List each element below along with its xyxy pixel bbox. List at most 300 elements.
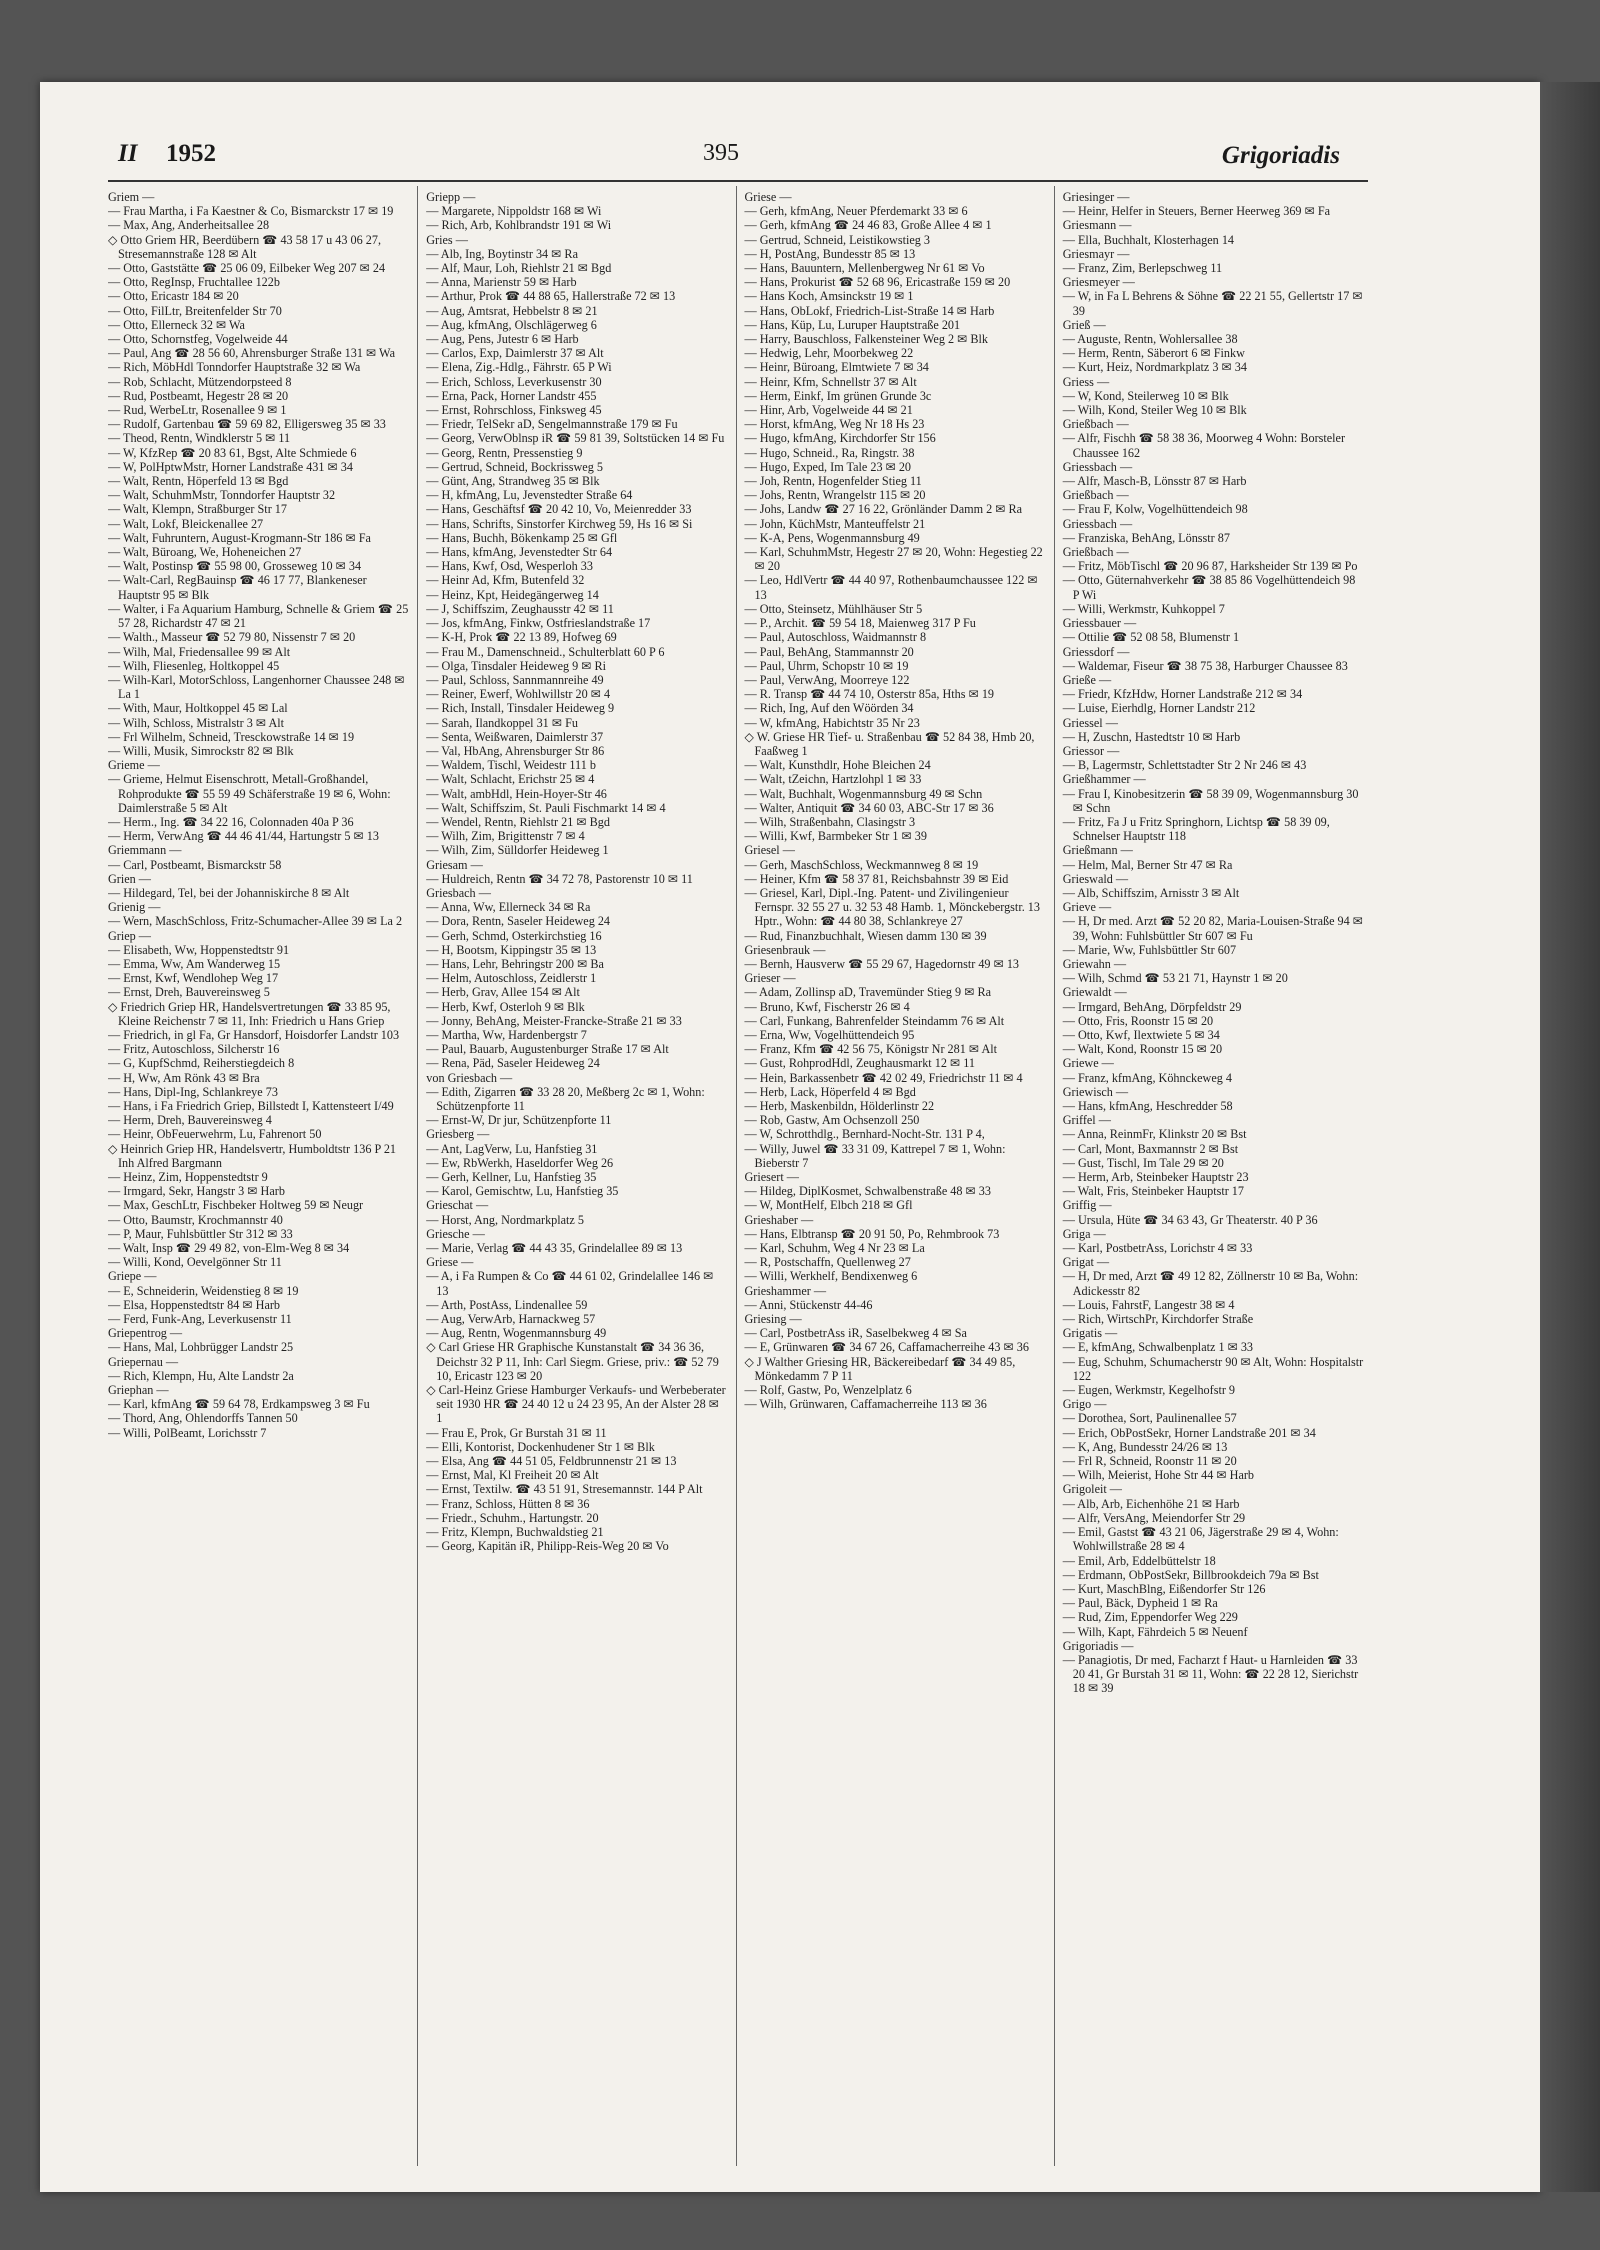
directory-entry: — Wilh-Karl, MotorSchloss, Langenhorner Chaussee 248 ✉ La 1	[108, 672, 405, 702]
directory-entry: ◇ Otto Griem HR, Beerdübern ☎ 43 58 17 u 43 06 27, Stresemannstraße 128 ✉ Alt	[108, 232, 382, 261]
directory-entry: — Franz, Schloss, Hütten 8 ✉ 36	[426, 1496, 590, 1511]
directory-entry: — Herm, Einkf, Im grünen Grunde 3c	[744, 388, 932, 403]
directory-entry: — Elsa, Hoppenstedtstr 84 ✉ Harb	[108, 1297, 281, 1312]
directory-entry: — Georg, Kapitän iR, Philipp-Reis-Weg 20 ✉ Vo	[426, 1539, 669, 1554]
header-rule	[108, 180, 1368, 182]
directory-entry: — Walt, Fuhruntern, August-Krogmann-Str 186 ✉ Fa	[108, 530, 371, 545]
directory-entry: — Waldem, Tischl, Weidestr 111 b	[426, 758, 596, 773]
directory-entry: — Herb, Kwf, Osterloh 9 ✉ Blk	[426, 999, 585, 1014]
directory-entry: — Horst, Ang, Nordmarkplatz 5	[426, 1212, 584, 1227]
directory-entry: — Gerh, kfmAng, Neuer Pferdemarkt 33 ✉ 6	[744, 204, 968, 219]
directory-entry: — Gerh, kfmAng ☎ 24 46 83, Große Allee 4 ✉ 1	[744, 218, 992, 233]
directory-entry: — Paul, Autoschloss, Waidmannstr 8	[744, 630, 927, 645]
directory-entry: — Rob, Gastw, Am Ochsenzoll 250	[744, 1113, 920, 1128]
directory-entry: — Rud, Finanzbuchhalt, Wiesen damm 130 ✉ 39	[744, 928, 987, 943]
directory-entry: Griemmann —	[108, 843, 182, 858]
directory-entry: — Heinr, ObFeuerwehrm, Lu, Fahrenort 50	[108, 1127, 322, 1142]
directory-entry: — W, kfmAng, Habichtstr 35 Nr 23	[744, 715, 920, 730]
volume-label: II	[118, 140, 138, 167]
directory-entry: — Waldemar, Fiseur ☎ 38 75 38, Harburger Chaussee 83	[1062, 658, 1348, 673]
directory-entry: — Ernst, Textilw. ☎ 43 51 91, Stresemannstr. 144 P Alt	[426, 1482, 703, 1497]
directory-entry: Griesam —	[426, 857, 483, 872]
directory-entry: — Willi, Musik, Simrockstr 82 ✉ Blk	[108, 743, 294, 758]
directory-entry: — W, in Fa L Behrens & Söhne ☎ 22 21 55, Gellertstr 17 ✉ 39	[1062, 289, 1363, 318]
directory-entry: — J, Schiffszim, Zeughausstr 42 ✉ 11	[426, 601, 614, 616]
directory-entry: Griesche —	[426, 1226, 485, 1241]
directory-entry: Grießbach —	[1062, 545, 1129, 560]
directory-entry: — Hugo, kfmAng, Kirchdorfer Str 156	[744, 431, 936, 446]
directory-entry: — Val, HbAng, Ahrensburger Str 86	[426, 743, 605, 758]
directory-entry: Grießbach —	[1062, 488, 1129, 503]
directory-entry: Griep —	[108, 928, 151, 943]
directory-entry: — Erna, Ww, Vogelhüttendeich 95	[744, 1027, 915, 1042]
directory-entry: — Wilh, Straßenbahn, Clasingstr 3	[744, 814, 916, 829]
directory-entry: — Jos, kfmAng, Finkw, Ostfrieslandstraße 17	[426, 616, 651, 631]
directory-entry: — Rolf, Gastw, Po, Wenzelplatz 6	[744, 1383, 912, 1398]
directory-entry: — E, Grünwaren ☎ 34 67 26, Caffamacherreihe 43 ✉ 36	[744, 1340, 1029, 1355]
directory-entry: — Theod, Rentn, Windklerstr 5 ✉ 11	[108, 431, 291, 446]
directory-entry: — Kurt, Heiz, Nordmarkplatz 3 ✉ 34	[1062, 360, 1247, 375]
directory-entry: — Herb, Grav, Allee 154 ✉ Alt	[426, 985, 580, 1000]
directory-entry: — Hans, Küp, Lu, Luruper Hauptstraße 201	[744, 317, 961, 332]
directory-entry: Grieve —	[1062, 900, 1112, 915]
directory-entry: Griesmann —	[1062, 218, 1132, 233]
directory-entry: — Hans, Buchh, Bökenkamp 25 ✉ Gfl	[426, 530, 618, 545]
directory-entry: — Paul, Ang ☎ 28 56 60, Ahrensburger Straße 131 ✉ Wa	[108, 346, 395, 361]
directory-entry: — Anni, Stückenstr 44-46	[744, 1297, 873, 1312]
directory-entry: — Rich, Arb, Kohlbrandstr 191 ✉ Wi	[426, 218, 612, 233]
directory-entry: — Alb, Ing, Boytinstr 34 ✉ Ra	[426, 246, 578, 261]
directory-entry: — Grieme, Helmut Eisenschrott, Metall-Großhandel, Rohprodukte ☎ 55 59 49 Schäferstraße 19 ✉ 6, Wohn: Daimlerstraße 5 ✉ Alt	[108, 772, 391, 815]
directory-entry: Griesel —	[744, 843, 795, 858]
directory-entry: — Wilh, Zim, Brigittenstr 7 ✉ 4	[426, 829, 585, 844]
directory-entry: — Frau E, Prok, Gr Burstah 31 ✉ 11	[426, 1425, 607, 1440]
directory-entry: — Willy, Juwel ☎ 33 31 09, Kattrepel 7 ✉ 1, Wohn: Bieberstr 7	[744, 1141, 1006, 1170]
directory-entry: Griesert —	[744, 1170, 799, 1185]
directory-entry: Grigo —	[1062, 1397, 1107, 1412]
directory-entry: — Hans, kfmAng, Jevenstedter Str 64	[426, 545, 613, 560]
directory-entry: — Georg, Rentn, Pressenstieg 9	[426, 445, 583, 460]
directory-entry: — Wilh, Schmd ☎ 53 21 71, Haynstr 1 ✉ 20	[1062, 971, 1288, 986]
directory-entry: — Rich, Ing, Auf den Wöörden 34	[744, 701, 914, 716]
directory-entry: Griesing —	[744, 1312, 802, 1327]
directory-entry: Griewe —	[1062, 1056, 1114, 1071]
directory-entry: — Walt, Kunsthdlr, Hohe Bleichen 24	[744, 758, 931, 773]
directory-entry: Grießmann —	[1062, 843, 1133, 858]
directory-entry: — Paul, Schloss, Sannmannreihe 49	[426, 672, 604, 687]
directory-entry: — Luise, Eierhdlg, Horner Landstr 212	[1062, 701, 1256, 716]
directory-entry: — Hans, Dipl-Ing, Schlankreye 73	[108, 1084, 278, 1099]
directory-entry: — Carl, Funkang, Bahrenfelder Steindamm 76 ✉ Alt	[744, 1013, 1005, 1028]
directory-entry: — Elisabeth, Ww, Hoppenstedtstr 91	[108, 942, 290, 957]
directory-entry: — W, MontHelf, Elbch 218 ✉ Gfl	[744, 1198, 913, 1213]
directory-entry: — Franziska, BehAng, Lönsstr 87	[1062, 530, 1230, 545]
directory-entry: — Fritz, Klempn, Buchwaldstieg 21	[426, 1525, 604, 1540]
directory-entry: — Elena, Zig.-Hdlg., Fährstr. 65 P Wi	[426, 360, 612, 375]
directory-entry: — Thord, Ang, Ohlendorffs Tannen 50	[108, 1411, 298, 1426]
directory-entry: — Wilh, Mal, Friedensallee 99 ✉ Alt	[108, 644, 291, 659]
directory-entry: — Horst, kfmAng, Weg Nr 18 Hs 23	[744, 417, 925, 432]
directory-entry: — Otto, Kwf, Ilextwiete 5 ✉ 34	[1062, 1027, 1220, 1042]
directory-entry: — Anna, ReinmFr, Klinkstr 20 ✉ Bst	[1062, 1127, 1247, 1142]
directory-entry: — Friedr., Schuhm., Hartungstr. 20	[426, 1510, 599, 1525]
directory-entry: — Hans, Kwf, Osd, Wesperloh 33	[426, 559, 593, 574]
directory-entry: — Aug, Rentn, Wogenmannsburg 49	[426, 1326, 607, 1341]
directory-entry: — Edith, Zigarren ☎ 33 28 20, Meßberg 2c ✉ 1, Wohn: Schützenpforte 11	[426, 1084, 705, 1113]
directory-entry: — Helm, Autoschloss, Zeidlerstr 1	[426, 971, 597, 986]
directory-entry: — B, Lagermstr, Schlettstadter Str 2 Nr 246 ✉ 43	[1062, 758, 1307, 773]
directory-entry: — Ottilie ☎ 52 08 58, Blumenstr 1	[1062, 630, 1240, 645]
directory-entry: Grieshammer —	[744, 1283, 827, 1298]
directory-entry: — Franz, Zim, Berlepschweg 11	[1062, 261, 1223, 276]
directory-entry: — Griesel, Karl, Dipl.-Ing. Patent- und Zivilingenieur Fernspr. 32 55 27 u. 32 53 48 Hamb. 1, Mönckebergstr. 13 Hptr., Wohn: ☎ 44 80 38, Schlankreye 27	[744, 885, 1040, 929]
directory-entry: — Carl, Mont, Baxmannstr 2 ✉ Bst	[1062, 1141, 1239, 1156]
directory-entry: — Arth, PostAss, Lindenallee 59	[426, 1297, 588, 1312]
directory-entry: — Margarete, Nippoldstr 168 ✉ Wi	[426, 204, 602, 219]
directory-entry: — Walt, Büroang, We, Hoheneichen 27	[108, 545, 302, 560]
directory-entry: — Hedwig, Lehr, Moorbekweg 22	[744, 346, 914, 361]
directory-entry: — Jonny, BehAng, Meister-Francke-Straße 21 ✉ 33	[426, 1013, 682, 1028]
directory-entry: von Griesbach —	[426, 1070, 513, 1085]
directory-entry: — Harry, Bauschloss, Falkensteiner Weg 2 ✉ Blk	[744, 332, 988, 347]
directory-entry: — Max, GeschLtr, Fischbeker Holtweg 59 ✉ Neugr	[108, 1198, 364, 1213]
directory-entry: — Karl, SchuhmMstr, Hegestr 27 ✉ 20, Wohn: Hegestieg 22 ✉ 20	[744, 545, 1043, 574]
directory-entry: — Frau I, Kinobesitzerin ☎ 58 39 09, Wogenmannsburg 30 ✉ Schn	[1062, 786, 1359, 815]
directory-entry: — Wilh, Kapt, Fährdeich 5 ✉ Neuenf	[1062, 1624, 1248, 1639]
directory-entry: — R. Transp ☎ 44 74 10, Osterstr 85a, Hths ✉ 19	[744, 687, 995, 702]
directory-entry: Grigoleit —	[1062, 1482, 1122, 1497]
directory-entry: — Hugo, Exped, Im Tale 23 ✉ 20	[744, 459, 912, 474]
directory-entry: — Otto, RegInsp, Fruchtallee 122b	[108, 275, 280, 290]
directory-entry: — Heinr, Kfm, Schnellstr 37 ✉ Alt	[744, 374, 917, 389]
directory-entry: — W, KfzRep ☎ 20 83 61, Bgst, Alte Schmiede 6	[108, 445, 357, 460]
directory-entry: — Louis, FahrstF, Langestr 38 ✉ 4	[1062, 1297, 1235, 1312]
directory-entry: — Gerh, Schmd, Osterkirchstieg 16	[426, 928, 602, 943]
directory-entry: — Frau Martha, i Fa Kaestner & Co, Bismarckstr 17 ✉ 19	[108, 204, 394, 219]
directory-entry: — Helm, Mal, Berner Str 47 ✉ Ra	[1062, 857, 1233, 872]
directory-entry: — Franz, Kfm ☎ 42 56 75, Königstr Nr 281 ✉ Alt	[744, 1042, 998, 1057]
directory-entry: — Heinr, Büroang, Elmtwiete 7 ✉ 34	[744, 360, 929, 375]
directory-entry: — Reiner, Ewerf, Wohlwillstr 20 ✉ 4	[426, 687, 611, 702]
directory-entry: — Walt, Postinsp ☎ 55 98 00, Grosseweg 10 ✉ 34	[108, 559, 362, 574]
directory-entry: Griessel —	[1062, 715, 1118, 730]
directory-entry: — W, PolHptwMstr, Horner Landstraße 431 ✉ 34	[108, 459, 353, 474]
directory-entry: — Paul, BehAng, Stammannstr 20	[744, 644, 914, 659]
directory-entry: — Hein, Barkassenbetr ☎ 42 02 49, Friedrichstr 11 ✉ 4	[744, 1070, 1023, 1085]
directory-entry: — E, Schneiderin, Weidenstieg 8 ✉ 19	[108, 1283, 299, 1298]
directory-entry: — Rud, WerbeLtr, Rosenallee 9 ✉ 1	[108, 403, 287, 418]
directory-entry: — Huldreich, Rentn ☎ 34 72 78, Pastorenstr 10 ✉ 11	[426, 871, 693, 886]
directory-entry: — Bruno, Kwf, Fischerstr 26 ✉ 4	[744, 999, 910, 1014]
directory-entry: — Hildegard, Tel, bei der Johanniskirche 8 ✉ Alt	[108, 885, 350, 900]
directory-entry: — Elsa, Ang ☎ 44 51 05, Feldbrunnenstr 21 ✉ 13	[426, 1454, 677, 1469]
directory-entry: — Emma, Ww, Am Wanderweg 15	[108, 956, 281, 971]
running-head	[78, 140, 1340, 180]
directory-entry: ◇ J Walther Griesing HR, Bäckereibedarf ☎ 34 49 85, Mönkedamm 7 P 11	[744, 1354, 1016, 1383]
directory-entry: ◇ Carl Griese HR Graphische Kunstanstalt ☎ 34 36 36, Deichstr 32 P 11, Inh: Carl Siegm. Griese, priv.: ☎ 52 79 10, Ericastr 123 ✉ 20	[426, 1340, 719, 1383]
directory-entry: — Adam, Zollinsp aD, Travemünder Stieg 9 ✉ Ra	[744, 985, 991, 1000]
directory-entry: — Frl Wilhelm, Schneid, Tresckowstraße 14 ✉ 19	[108, 729, 355, 744]
directory-entry: Griewahn —	[1062, 956, 1127, 971]
directory-entry: — Otto, Schornstfeg, Vogelweide 44	[108, 332, 288, 347]
directory-entry: — Alf, Maur, Loh, Riehlstr 21 ✉ Bgd	[426, 261, 612, 276]
directory-entry: — Willi, Werkhelf, Bendixenweg 6	[744, 1269, 918, 1284]
directory-entry: — Walt, Schlacht, Erichstr 25 ✉ 4	[426, 772, 595, 787]
directory-entry: Grieshaber —	[744, 1212, 814, 1227]
directory-entry: — Irmgard, BehAng, Dörpfeldstr 29	[1062, 999, 1242, 1014]
directory-entry: Griffig —	[1062, 1198, 1112, 1213]
directory-entry: — Marie, Ww, Fuhlsbüttler Str 607	[1062, 942, 1237, 957]
directory-entry: — Karol, Gemischtw, Lu, Hanfstieg 35	[426, 1184, 619, 1199]
directory-entry: — Kurt, MaschBlng, Eißendorfer Str 126	[1062, 1581, 1266, 1596]
directory-entry: — R, Postschaffn, Quellenweg 27	[744, 1255, 911, 1270]
directory-entry: — Dora, Rentn, Saseler Heideweg 24	[426, 914, 611, 929]
directory-entry: — Martha, Ww, Hardenbergstr 7	[426, 1027, 587, 1042]
directory-entry: — Alfr, Fischh ☎ 58 38 36, Moorweg 4 Wohn: Borsteler Chaussee 162	[1062, 431, 1346, 460]
directory-entry: — Rich, MöbHdl Tonndorfer Hauptstraße 32 ✉ Wa	[108, 360, 361, 375]
directory-entry: Grieschat —	[426, 1198, 489, 1213]
directory-entry: — Aug, Amtsrat, Hebbelstr 8 ✉ 21	[426, 303, 598, 318]
directory-entry: — Arthur, Prok ☎ 44 88 65, Hallerstraße 72 ✉ 13	[426, 289, 676, 304]
directory-entry: — Hans, Elbtransp ☎ 20 91 50, Po, Rehmbrook 73	[744, 1226, 1000, 1241]
directory-entry: — Walter, i Fa Aquarium Hamburg, Schnelle & Griem ☎ 25 57 28, Richardstr 47 ✉ 21	[108, 601, 409, 631]
directory-entry: — Otto, Ericastr 184 ✉ 20	[108, 289, 239, 304]
directory-entry: — Herb, Maskenbildn, Hölderlinstr 22	[744, 1099, 935, 1113]
directory-entry: — Herm, VerwAng ☎ 44 46 41/44, Hartungstr 5 ✉ 13	[108, 829, 379, 844]
directory-entry: — Wilh, Meierist, Hohe Str 44 ✉ Harb	[1062, 1468, 1255, 1483]
directory-entry: — Hans, Lehr, Behringstr 200 ✉ Ba	[426, 956, 604, 971]
directory-entry: — K-H, Prok ☎ 22 13 89, Hofweg 69	[426, 630, 617, 645]
directory-entry: — Günt, Ang, Strandweg 35 ✉ Blk	[426, 474, 600, 489]
directory-entry: Grieße —	[1062, 672, 1112, 687]
directory-entry: — Hans, Schrifts, Sinstorfer Kirchweg 59, Hs 16 ✉ Si	[426, 516, 693, 531]
directory-entry: — Willi, Kond, Oevelgönner Str 11	[108, 1255, 282, 1270]
directory-entry: — Walt, Insp ☎ 29 49 82, von-Elm-Weg 8 ✉ 34	[108, 1241, 350, 1256]
directory-entry: — Rich, Install, Tinsdaler Heideweg 9	[426, 701, 615, 716]
directory-entry: — Rud, Zim, Eppendorfer Weg 229	[1062, 1610, 1238, 1625]
directory-entry: — Otto, Fris, Roonstr 15 ✉ 20	[1062, 1013, 1214, 1028]
directory-entry: — Gerh, Kellner, Lu, Hanfstieg 35	[426, 1170, 597, 1185]
directory-entry: — Ernst, Dreh, Bauvereinsweg 5	[108, 985, 270, 1000]
directory-entry: Griewaldt —	[1062, 985, 1127, 1000]
directory-entry: ◇ W. Griese HR Tief- u. Straßenbau ☎ 52 84 38, Hmb 20, Faaßweg 1	[744, 729, 1035, 758]
directory-entry: — Aug, kfmAng, Olschlägerweg 6	[426, 317, 597, 332]
directory-entry: — Frl R, Schneid, Roonstr 11 ✉ 20	[1062, 1454, 1237, 1469]
directory-entry: Griessdorf —	[1062, 644, 1130, 659]
directory-entry: — K-A, Pens, Wogenmannsburg 49	[744, 530, 920, 545]
directory-entry: — Gerh, MaschSchloss, Weckmannweg 8 ✉ 19	[744, 857, 979, 872]
directory-entry: Griffel —	[1062, 1113, 1111, 1128]
directory-entry: — Aug, Pens, Jutestr 6 ✉ Harb	[426, 332, 579, 347]
directory-entry: — Herm, Rentn, Säberort 6 ✉ Finkw	[1062, 346, 1245, 361]
directory-entry: Griepernau —	[108, 1354, 179, 1369]
directory-entry: Griesmeyer —	[1062, 275, 1135, 290]
directory-entry: Grien —	[108, 871, 151, 886]
directory-entry: — Max, Ang, Anderheitsallee 28	[108, 218, 270, 233]
directory-entry: — Elli, Kontorist, Dockenhudener Str 1 ✉ Blk	[426, 1439, 655, 1454]
directory-entry: — John, KüchMstr, Manteuffelstr 21	[744, 516, 926, 531]
directory-entry: Grigat —	[1062, 1255, 1110, 1270]
directory-entry: Grieme —	[108, 758, 160, 773]
directory-entry: Griem —	[108, 190, 155, 204]
directory-entry: — Alb, Schiffszim, Arnisstr 3 ✉ Alt	[1062, 885, 1240, 900]
directory-entry: — Marie, Verlag ☎ 44 43 35, Grindelallee 89 ✉ 13	[426, 1241, 683, 1256]
year-label: 1952	[166, 140, 216, 167]
directory-entry: Griephan —	[108, 1383, 169, 1398]
directory-entry: Grießhammer —	[1062, 772, 1146, 787]
directory-entry: ◇ Carl-Heinz Griese Hamburger Verkaufs- und Werbeberater seit 1930 HR ☎ 24 40 12 u 24 23 95, An der Alster 28 ✉ 1	[426, 1383, 726, 1426]
directory-entry: — Wilh, Zim, Sülldorfer Heideweg 1	[426, 843, 609, 858]
directory-entry: — Leo, HdlVertr ☎ 44 40 97, Rothenbaumchaussee 122 ✉ 13	[744, 573, 1038, 602]
catchword: Grigoriadis	[1221, 142, 1340, 169]
directory-entry: — Wilh, Fliesenleg, Holtkoppel 45	[108, 658, 280, 673]
directory-entry: — Wilh, Grünwaren, Caffamacherreihe 113 ✉ 36	[744, 1397, 987, 1412]
directory-entry: Gries —	[426, 232, 468, 247]
directory-entry: — Frau M., Damenschneid., Schulterblatt 60 P 6	[426, 644, 665, 659]
directory-entry: — Otto, Güternahverkehr ☎ 38 85 86 Vogelhüttendeich 98 P Wi	[1062, 573, 1356, 602]
directory-entry: — Alb, Arb, Eichenhöhe 21 ✉ Harb	[1062, 1496, 1240, 1511]
directory-entry: — Panagiotis, Dr med, Facharzt f Haut- u Harnleiden ☎ 33 20 41, Gr Burstah 31 ✉ 11, Wohn: ☎ 22 28 12, Sierichstr 18 ✉ 39	[1062, 1652, 1359, 1696]
directory-entry: — Eug, Schuhm, Schumacherstr 90 ✉ Alt, Wohn: Hospitalstr 122	[1062, 1354, 1364, 1383]
directory-entry: Griessbach —	[1062, 459, 1133, 474]
directory-entry: — Bernh, Hausverw ☎ 55 29 67, Hagedornstr 49 ✉ 13	[744, 956, 1020, 971]
directory-entry: Griepp —	[426, 190, 476, 204]
directory-entry: — Senta, Weißwaren, Daimlerstr 37	[426, 729, 604, 744]
directory-entry: Grießbach —	[1062, 417, 1129, 432]
directory-entry: Griepe —	[108, 1269, 157, 1284]
directory-entry: — Ursula, Hüte ☎ 34 63 43, Gr Theaterstr. 40 P 36	[1062, 1212, 1318, 1227]
directory-entry: — Rena, Päd, Saseler Heideweg 24	[426, 1056, 600, 1071]
directory-entry: — With, Maur, Holtkoppel 45 ✉ Lal	[108, 701, 288, 716]
directory-entry: — Gust, Tischl, Im Tale 29 ✉ 20	[1062, 1155, 1224, 1170]
directory-entry: — Walt, Fris, Steinbeker Hauptstr 17	[1062, 1184, 1244, 1199]
directory-entry: — Emil, Gastst ☎ 43 21 06, Jägerstraße 29 ✉ 4, Wohn: Wohlwillstraße 28 ✉ 4	[1062, 1525, 1339, 1554]
directory-entry: Griewisch —	[1062, 1084, 1129, 1099]
directory-entry: — Herm, Arb, Steinbeker Hauptstr 23	[1062, 1170, 1249, 1185]
directory-entry: — Aug, VerwArb, Harnackweg 57	[426, 1312, 596, 1327]
directory-entry: — Herb, Lack, Höperfeld 4 ✉ Bgd	[744, 1084, 916, 1099]
directory-entry: — Emil, Arb, Eddelbüttelstr 18	[1062, 1553, 1216, 1568]
directory-entry: — Rud, Postbeamt, Hegestr 28 ✉ 20	[108, 388, 289, 403]
directory-entry: Griessbauer —	[1062, 616, 1137, 631]
directory-entry: — Heinr, Helfer in Steuers, Berner Heerweg 369 ✉ Fa	[1062, 204, 1331, 219]
directory-entry: — Otto, Steinsetz, Mühlhäuser Str 5	[744, 601, 923, 616]
directory-entry: — Paul, VerwAng, Moorreye 122	[744, 672, 910, 687]
directory-entry: — Dorothea, Sort, Paulinenallee 57	[1062, 1411, 1237, 1426]
directory-entry: — Friedr, KfzHdw, Horner Landstraße 212 ✉ 34	[1062, 687, 1303, 702]
directory-columns	[108, 186, 1372, 2166]
directory-entry: — Gust, RohprodHdl, Zeughausmarkt 12 ✉ 11	[744, 1056, 975, 1071]
directory-entry: Grieser —	[744, 971, 796, 986]
directory-entry: — Ferd, Funk-Ang, Leverkusenstr 11	[108, 1312, 292, 1327]
directory-entry: Griesmayr —	[1062, 246, 1130, 261]
directory-entry: Grieß —	[1062, 317, 1106, 332]
directory-entry: — Willi, Kwf, Barmbeker Str 1 ✉ 39	[744, 829, 927, 844]
directory-entry: — Hans, Bauuntern, Mellenbergweg Nr 61 ✉ Vo	[744, 261, 985, 276]
directory-entry: — W, Schrotthdlg., Bernhard-Nocht-Str. 131 P 4,	[744, 1127, 985, 1142]
directory-entry: — Rob, Schlacht, Mützendorpsteed 8	[108, 374, 292, 389]
directory-entry: — Walt-Carl, RegBauinsp ☎ 46 17 77, Blankeneser Hauptstr 95 ✉ Blk	[108, 573, 367, 602]
directory-entry: — Hans, kfmAng, Heschredder 58	[1062, 1099, 1233, 1113]
directory-entry: Grigoriadis —	[1062, 1638, 1134, 1653]
directory-entry: — A, i Fa Rumpen & Co ☎ 44 61 02, Grindelallee 146 ✉ 13	[426, 1269, 714, 1298]
directory-entry: — Hans Koch, Amsinckstr 19 ✉ 1	[744, 289, 914, 304]
directory-entry: — Otto, FilLtr, Breitenfelder Str 70	[108, 303, 282, 318]
directory-entry: — Ernst, Mal, Kl Freiheit 20 ✉ Alt	[426, 1468, 599, 1483]
directory-entry: — Ernst, Kwf, Wendlohер Weg 17	[108, 971, 279, 986]
directory-entry: — Otto, Baumstr, Krochmannstr 40	[108, 1212, 283, 1227]
page-number: 395	[703, 140, 739, 166]
directory-entry: Griesbach —	[426, 885, 491, 900]
directory-entry: — Wern, MaschSchloss, Fritz-Schumacher-Allee 39 ✉ La 2	[108, 914, 403, 929]
directory-entry: — Paul, Uhrm, Schopstr 10 ✉ 19	[744, 658, 909, 673]
directory-entry: — Joh, Rentn, Hogenfelder Stieg 11	[744, 474, 922, 489]
directory-entry: — Hans, Mal, Lohbrügger Landstr 25	[108, 1340, 294, 1355]
directory-entry: — Carlos, Exp, Daimlerstr 37 ✉ Alt	[426, 346, 604, 361]
directory-entry: — Georg, VerwOblnsp iR ☎ 59 81 39, Soltstücken 14 ✉ Fu	[426, 431, 725, 446]
directory-entry: — Walt, Rentn, Höperfeld 13 ✉ Bgd	[108, 474, 289, 489]
directory-entry: — Walt, ambHdl, Hein-Hoyer-Str 46	[426, 786, 607, 801]
directory-entry: — H, Bootsm, Kippingstr 35 ✉ 13	[426, 942, 597, 957]
directory-entry: — Gertrud, Schneid, Bockrissweg 5	[426, 459, 603, 474]
directory-entry: — Karl, kfmAng ☎ 59 64 78, Erdkampsweg 3 ✉ Fu	[108, 1397, 370, 1412]
directory-entry: — Herm., Ing. ☎ 34 22 16, Colonnaden 40a P 36	[108, 814, 354, 829]
directory-entry: — Ernst, Rohrschloss, Finksweg 45	[426, 403, 602, 418]
directory-entry: — Heinr Ad, Kfm, Butenfeld 32	[426, 573, 585, 588]
directory-entry: — Ernst-W, Dr jur, Schützenpforte 11	[426, 1113, 612, 1128]
column-2	[417, 186, 735, 2166]
directory-entry: ◇ Heinrich Griep HR, Handelsvertr, Humboldtstr 136 P 21 Inh Alfred Bargmann	[108, 1141, 397, 1170]
directory-entry: — Alfr, Masch-B, Lönsstr 87 ✉ Harb	[1062, 474, 1247, 489]
directory-entry: — Walt, Schiffszim, St. Pauli Fischmarkt 14 ✉ 4	[426, 800, 666, 815]
directory-entry: Griess —	[1062, 374, 1110, 389]
directory-entry: — Karl, PostbetrAss, Lorichstr 4 ✉ 33	[1062, 1241, 1253, 1256]
directory-entry: — Walt, Kond, Roonstr 15 ✉ 20	[1062, 1042, 1223, 1057]
directory-entry: — Olga, Tinsdaler Heideweg 9 ✉ Ri	[426, 658, 607, 673]
directory-entry: — Sarah, Ilandkoppel 31 ✉ Fu	[426, 715, 578, 730]
directory-entry: — Carl, Postbeamt, Bismarckstr 58	[108, 857, 282, 872]
directory-entry: — Auguste, Rentn, Wohlersallee 38	[1062, 332, 1238, 347]
directory-entry: — Irmgard, Sekr, Hangstr 3 ✉ Harb	[108, 1184, 285, 1199]
directory-entry: — Hans, ObLokf, Friedrich-List-Straße 14 ✉ Harb	[744, 303, 995, 318]
directory-entry: — H, Dr med. Arzt ☎ 52 20 82, Maria-Louisen-Straße 94 ✉ 39, Wohn: Fuhlsbüttler Str 607 ✉ Fu	[1062, 914, 1363, 943]
directory-entry: — Erich, Schloss, Leverkusenstr 30	[426, 374, 602, 389]
directory-entry: — P., Archit. ☎ 59 54 18, Maienweg 317 P Fu	[744, 616, 976, 631]
directory-entry: — Heinz, Zim, Hoppenstedtstr 9	[108, 1170, 268, 1185]
directory-entry: — Hans, Prokurist ☎ 52 68 96, Ericastraße 159 ✉ 20	[744, 275, 1011, 290]
directory-entry: — Otto, Gaststätte ☎ 25 06 09, Eilbeker Weg 207 ✉ 24	[108, 261, 386, 276]
directory-entry: — Ant, LagVerw, Lu, Hanfstieg 31	[426, 1141, 598, 1156]
directory-entry: — Eugen, Werkmstr, Kegelhofstr 9	[1062, 1383, 1236, 1398]
directory-entry: — Karl, Schuhm, Weg 4 Nr 23 ✉ La	[744, 1241, 925, 1256]
directory-entry: — Paul, Bauarb, Augustenburger Straße 17 ✉ Alt	[426, 1042, 669, 1057]
directory-entry: — Ew, RbWerkh, Haseldorfer Weg 26	[426, 1155, 614, 1170]
directory-entry: — Walter, Antiquit ☎ 34 60 03, ABC-Str 17 ✉ 36	[744, 800, 994, 815]
directory-entry: — Rudolf, Gartenbau ☎ 59 69 82, Elligersweg 35 ✉ 33	[108, 417, 386, 432]
directory-entry: — Rich, WirtschPr, Kirchdorfer Straße	[1062, 1312, 1254, 1327]
directory-entry: Griga —	[1062, 1226, 1106, 1241]
directory-entry: — Hans, i Fa Friedrich Griep, Billstedt I, Kattensteert I/49	[108, 1099, 394, 1113]
directory-entry: — Erna, Pack, Horner Landstr 455	[426, 388, 597, 403]
directory-entry: — E, kfmAng, Schwalbenplatz 1 ✉ 33	[1062, 1340, 1254, 1355]
directory-entry: Griese —	[744, 190, 792, 204]
directory-entry: — Friedrich, in gl Fa, Gr Hansdorf, Hoisdorfer Landstr 103	[108, 1027, 400, 1042]
page-edge-shadow	[1540, 82, 1600, 2192]
directory-entry: — Alfr, VersAng, Meiendorfer Str 29	[1062, 1510, 1246, 1525]
directory-entry: — Fritz, MöbTischl ☎ 20 96 87, Harksheider Str 139 ✉ Po	[1062, 559, 1358, 574]
directory-entry: — Erich, ObPostSekr, Horner Landstraße 201 ✉ 34	[1062, 1425, 1316, 1440]
directory-entry: — H, kfmAng, Lu, Jevenstedter Straße 64	[426, 488, 633, 503]
